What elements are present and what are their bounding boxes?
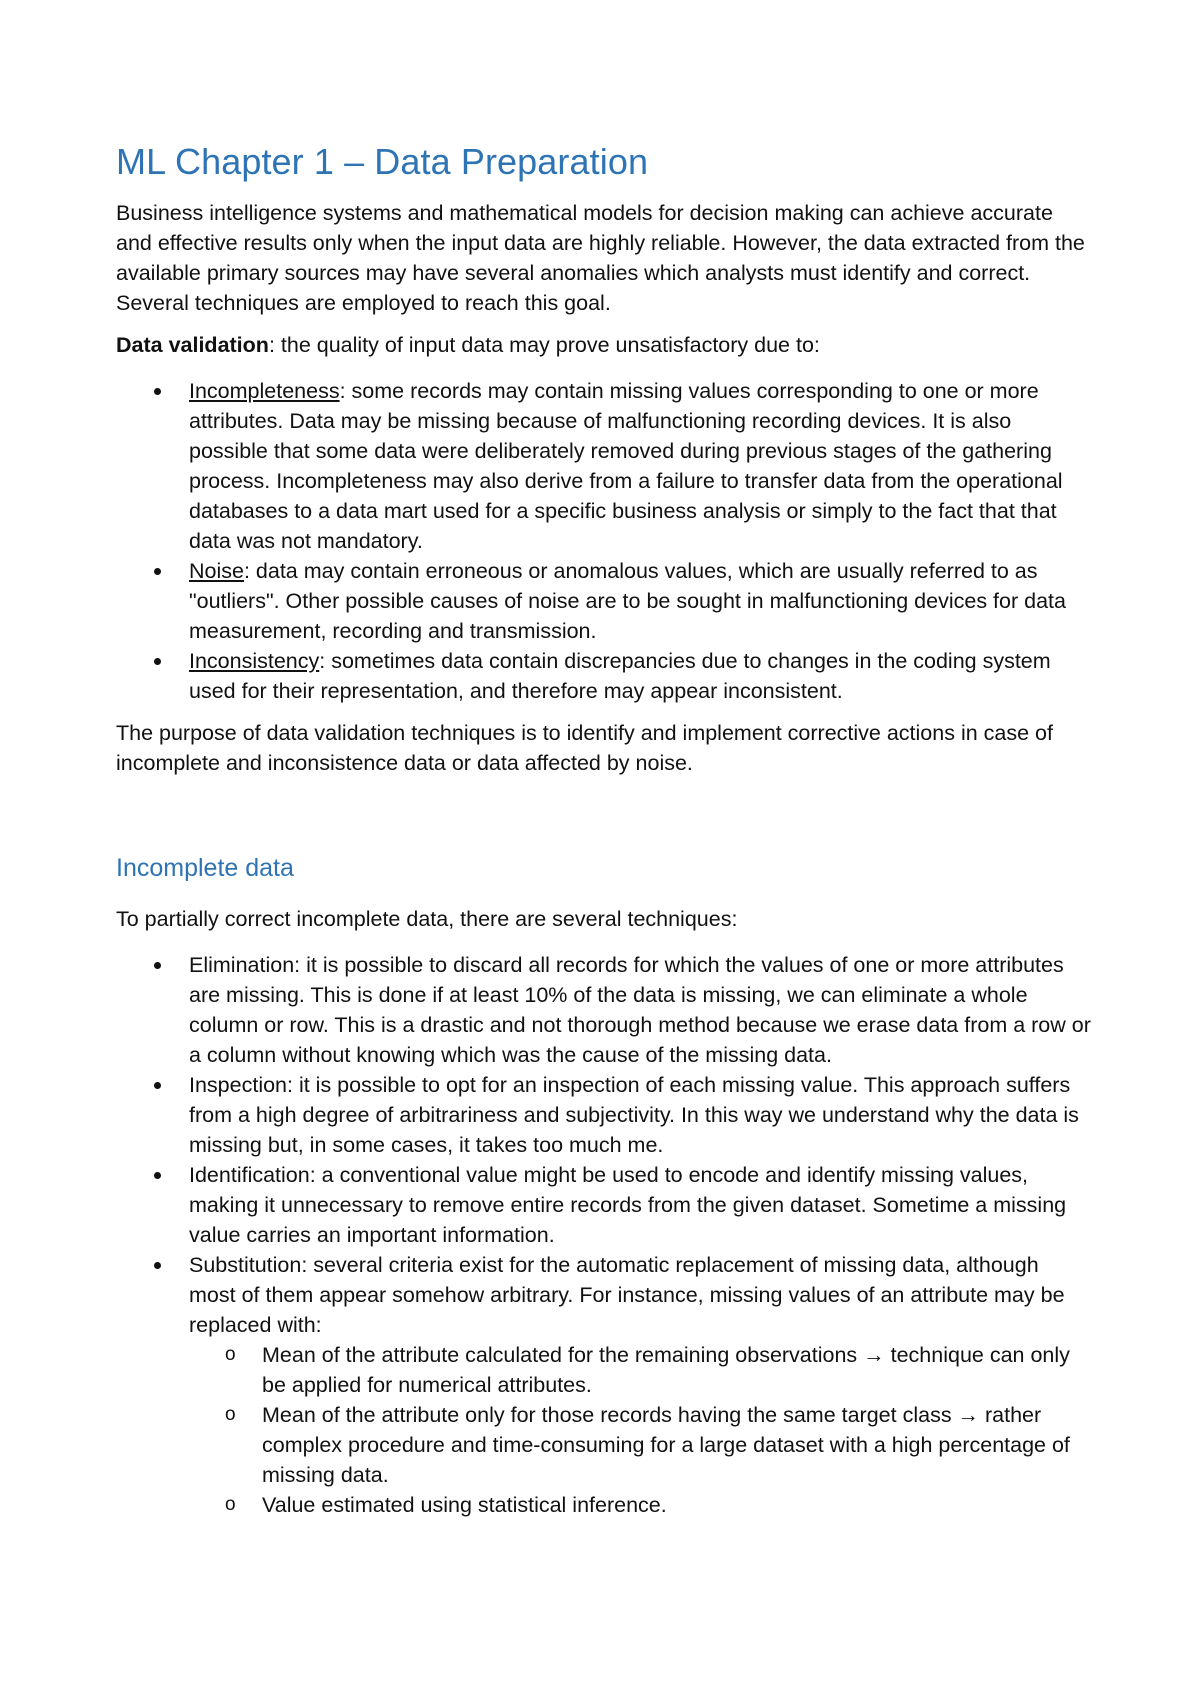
circle-bullet-icon: o [225,1404,236,1425]
section-heading-incomplete-data: Incomplete data [116,854,294,882]
bullet-icon [154,658,161,665]
techniques-list [116,950,1091,1520]
item-text: : some records may contain missing values corresponding to one or more attributes. Data may be missing because of malfunctioning recording devices. It is also possible that some data were deliberately removed during previous stages of the gathering process. Incompleteness may also derive from a failure to transfer data from the operational databases to a data mart used for a specific business analysis or simply to the fact that that data was not mandatory. [189,379,1063,553]
bullet-icon [154,1262,161,1269]
document-title: ML Chapter 1 – Data Preparation [116,141,649,182]
bullet-icon [154,388,161,395]
circle-bullet-icon: o [225,1344,236,1365]
term-noise: Noise [189,559,244,583]
substitution-sublist [189,1340,1091,1520]
list-item [116,1160,1091,1250]
list-item [116,646,1091,706]
validation-list [116,376,1091,706]
term-inconsistency: Inconsistency [189,649,320,673]
incomplete-intro: To partially correct incomplete data, there are several techniques: [116,907,738,931]
bullet-icon [154,1082,161,1089]
sub-list-item [189,1400,1091,1490]
bullet-icon [154,1172,161,1179]
validation-label: Data validation [116,333,269,357]
item-text: Substitution: several criteria exist for the automatic replacement of missing data, although most of them appear somehow arbitrary. For instance, missing values of an attribute may be replaced with: [189,1253,1065,1337]
sub-item-text: Value estimated using statistical inference. [262,1493,667,1517]
item-text: Elimination: it is possible to discard all records for which the values of one or more attributes are missing. This is done if at least 10% of the data is missing, we can eliminate a whole column or row. This is a drastic and not thorough method because we erase data from a row or a column without knowing which was the cause of the missing data. [189,953,1091,1067]
item-text: : data may contain erroneous or anomalous values, which are usually referred to as "outliers". Other possible causes of noise are to be sought in malfunctioning devices for data measurement, recording and transmission. [189,559,1066,643]
list-item [116,1070,1091,1160]
list-item [116,376,1091,556]
item-text: Inspection: it is possible to opt for an inspection of each missing value. This approach suffers from a high degree of arbitrariness and subjectivity. In this way we understand why the data is missing but, in some cases, it takes too much me. [189,1073,1079,1157]
circle-bullet-icon: o [225,1494,236,1515]
sub-item-text: Mean of the attribute calculated for the remaining observations → technique can only be applied for numerical attributes. [262,1343,1070,1397]
list-item [116,556,1091,646]
bullet-icon [154,962,161,969]
list-item [116,1250,1091,1520]
document-page [116,140,1091,1532]
bullet-icon [154,568,161,575]
list-item [116,950,1091,1070]
item-text: : sometimes data contain discrepancies due to changes in the coding system used for their representation, and therefore may appear inconsistent. [189,649,1051,703]
sub-item-text: Mean of the attribute only for those records having the same target class → rather complex procedure and time-consuming for a large dataset with a high percentage of missing data. [262,1403,1070,1487]
validation-paragraph [116,330,1091,360]
term-incompleteness: Incompleteness [189,379,340,403]
item-text: Identification: a conventional value might be used to encode and identify missing values, making it unnecessary to remove entire records from the given dataset. Sometime a missing value carries an important information. [189,1163,1067,1247]
intro-paragraph: Business intelligence systems and mathematical models for decision making can achieve accurate and effective results only when the input data are highly reliable. However, the data extracted from the available primary sources may have several anomalies which analysts must identify and correct. Several techniques are employed to reach this goal. [116,201,1085,315]
sub-list-item [189,1340,1091,1400]
validation-text: : the quality of input data may prove unsatisfactory due to: [268,333,820,357]
sub-list-item [189,1490,1091,1520]
purpose-paragraph: The purpose of data validation techniques is to identify and implement corrective actions in case of incomplete and inconsistence data or data affected by noise. [116,721,1053,775]
